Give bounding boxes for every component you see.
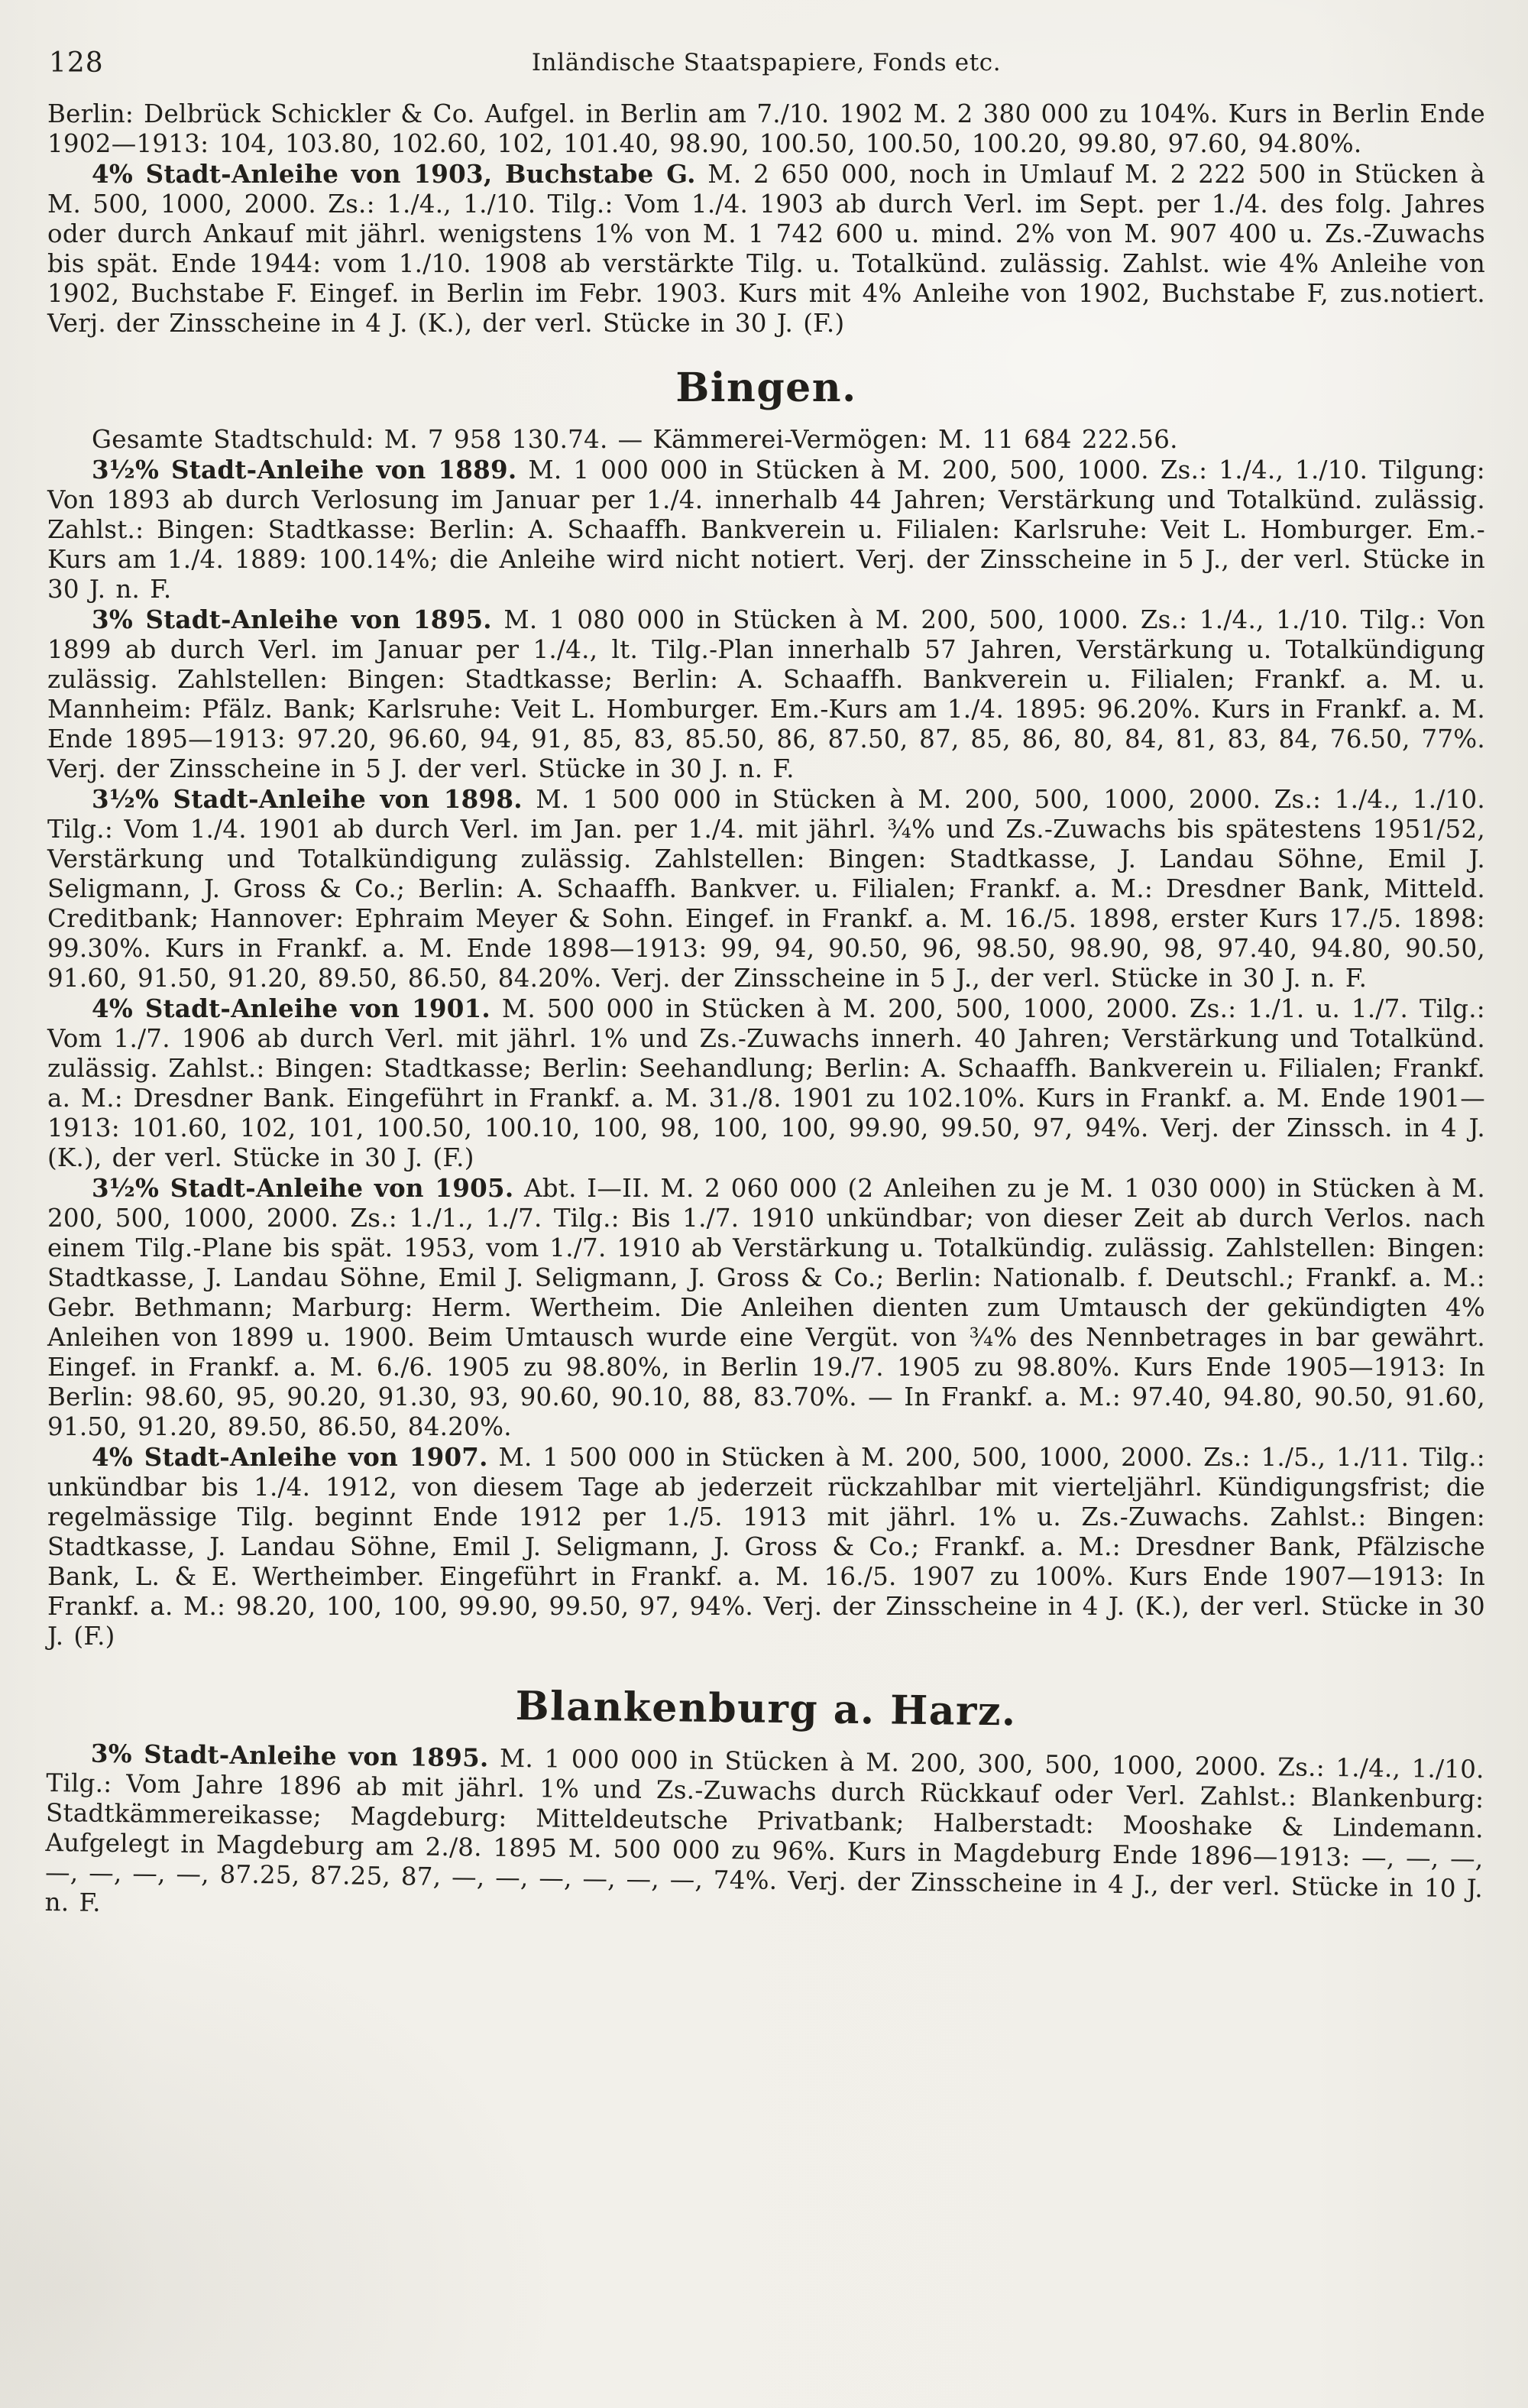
bond-entry-blankenburg-1895: [44, 1738, 1484, 1933]
bond-entry-bingen-1901: [47, 993, 1485, 1173]
entry-lead: 3% Stadt-Anleihe von 1895.: [90, 1738, 489, 1773]
section-heading-blankenburg: Blankenburg a. Harz.: [515, 1682, 1017, 1736]
entry-lead: 3½% Stadt-Anleihe von 1889.: [92, 455, 517, 485]
entry-text: Abt. I—II. M. 2 060 000 (2 Anleihen zu je M. 1 030 000) in Stücken à M. 200, 500, 1000, 2000. Zs.: 1./1., 1./7. Tilg.: Bis 1./7. 1910 unkündbar; von dieser Zeit ab durch Verlos. nach einem Tilg.-Plane bis spät. 1953, vom 1./7. 1910 ab Verstärkung u. Totalkündig. zulässig. Zahlstellen: Bingen: Stadtkasse, J. Landau Söhne, Emil J. Seligmann, J. Gross & Co.; Berlin: Nationalb. f. Deutschl.; Frankf. a. M.: Gebr. Bethmann; Marburg: Herm. Wertheim. Die Anleihen dienten zum Umtausch der gekündigten 4% Anleihen von 1899 u. 1900. Beim Umtausch wurde eine Vergüt. von ¾% des Nennbetrages in bar gewährt. Eingef. in Frankf. a. M. 6./6. 1905 zu 98.80%, in Berlin 19./7. 1905 zu 98.80%. Kurs Ende 1905—1913: In Berlin: 98.60, 95, 90.20, 91.30, 93, 90.60, 90.10, 88, 83.70%. — In Frankf. a. M.: 97.40, 94.80, 90.50, 91.60, 91.50, 91.20, 89.50, 86.50, 84.20%.: [47, 1174, 1485, 1441]
entry-lead: 3½% Stadt-Anleihe von 1898.: [92, 784, 523, 814]
entry-text: M. 1 000 000 in Stücken à M. 200, 300, 500, 1000, 2000. Zs.: 1./4., 1./10. Tilg.: Vom Jahre 1896 ab mit jährl. 1% und Zs.-Zuwachs durch Rückkauf oder Verl. Zahlst.: Blankenburg: Stadtkämmereikasse; Magdeburg: Mitteldeutsche Privatbank; Halberstadt: Mooshake & Lindemann. Aufgelegt in Magdeburg am 2./8. 1895 M. 500 000 zu 96%. Kurs in Magdeburg Ende 1896—1913: —, —, —, —, —, —, —, 87.25, 87.25, 87, —, —, —, —, —, —, 74%. Verj. der Zinsscheine in 4 J., der verl. Stücke in 10 J. n. F.: [44, 1743, 1484, 1917]
running-title: Inländische Staatspapiere, Fonds etc.: [531, 49, 1002, 76]
continuation-paragraph-berlin: [47, 99, 1485, 159]
continuation-text: Berlin: Delbrück Schickler & Co. Aufgel. in Berlin am 7./10. 1902 M. 2 380 000 zu 104%. Kurs in Berlin Ende 1902—1913: 104, 103.80, 102.60, 102, 101.40, 98.90, 100.50, 100.50, 100.20, 99.80, 97.60, 94.80%.: [47, 99, 1485, 158]
bond-entry-bingen-1907: [47, 1442, 1485, 1651]
entry-lead: 4% Stadt-Anleihe von 1907.: [92, 1442, 488, 1472]
page-number: 128: [49, 47, 104, 79]
bond-entry-1903-buchstabe-g: [47, 159, 1485, 339]
blankenburg-section: [44, 1677, 1484, 1933]
entry-text: M. 1 500 000 in Stücken à M. 200, 500, 1000, 2000. Zs.: 1./4., 1./10. Tilg.: Vom 1./4. 1901 ab durch Verl. im Jan. per 1./4. mit jährl. ¾% und Zs.-Zuwachs bis spätestens 1951/52, Verstärkung und Totalkündigung zulässig. Zahlstellen: Bingen: Stadtkasse, J. Landau Söhne, Emil J. Seligmann, J. Gross & Co.; Berlin: A. Schaaffh. Bankver. u. Filialen; Frankf. a. M.: Dresdner Bank, Mitteld. Creditbank; Hannover: Ephraim Meyer & Sohn. Eingef. in Frankf. a. M. 16./5. 1898, erster Kurs 17./5. 1898: 99.30%. Kurs in Frankf. a. M. Ende 1898—1913: 99, 94, 90.50, 96, 98.50, 98.90, 98, 97.40, 94.80, 90.50, 91.60, 91.50, 91.20, 89.50, 86.50, 84.20%. Verj. der Zinsscheine in 5 J., der verl. Stücke in 30 J. n. F.: [47, 785, 1485, 993]
section-heading-bingen: Bingen.: [675, 365, 857, 411]
entry-text: M. 2 650 000, noch in Umlauf M. 2 222 500 in Stücken à M. 500, 1000, 2000. Zs.: 1./4., 1./10. Tilg.: Vom 1./4. 1903 ab durch Verl. im Sept. per 1./4. des folg. Jahres oder durch Ankauf mit jährl. wenigstens 1% von M. 1 742 600 u. mind. 2% von M. 907 400 u. Zs.-Zuwachs bis spät. Ende 1944: vom 1./10. 1908 ab verstärkte Tilg. u. Totalkünd. zulässig. Zahlst. wie 4% Anleihe von 1902, Buchstabe F. Eingef. in Berlin im Febr. 1903. Kurs mit 4% Anleihe von 1902, Buchstabe F, zus.notiert. Verj. der Zinsscheine in 4 J. (K.), der verl. Stücke in 30 J. (F.): [47, 160, 1486, 338]
entry-text: M. 1 080 000 in Stücken à M. 200, 500, 1000. Zs.: 1./4., 1./10. Tilg.: Von 1899 ab durch Verl. im Januar per 1./4., lt. Tilg.-Plan innerhalb 57 Jahren, Verstärkung u. Totalkündigung zulässig. Zahlstellen: Bingen: Stadtkasse; Berlin: A. Schaaffh. Bankverein u. Filialen; Frankf. a. M. u. Mannheim: Pfälz. Bank; Karlsruhe: Veit L. Homburger. Em.-Kurs am 1./4. 1895: 96.20%. Kurs in Frankf. a. M. Ende 1895—1913: 97.20, 96.60, 94, 91, 85, 83, 85.50, 86, 87.50, 87, 85, 86, 80, 84, 81, 83, 84, 76.50, 77%. Verj. der Zinsscheine in 5 J. der verl. Stücke in 30 J. n. F.: [47, 605, 1485, 783]
bingen-summary: [47, 425, 1485, 455]
bond-entry-bingen-1905: [47, 1173, 1485, 1442]
bond-entry-bingen-1895: [47, 604, 1485, 784]
bond-entry-bingen-1889: [47, 455, 1485, 604]
entry-lead: 3% Stadt-Anleihe von 1895.: [92, 604, 492, 634]
bond-entry-bingen-1898: [47, 784, 1485, 993]
page-body: [44, 99, 1486, 1917]
entry-text: M. 1 500 000 in Stücken à M. 200, 500, 1000, 2000. Zs.: 1./5., 1./11. Tilg.: unkündbar bis 1./4. 1912, von diesem Tage ab jederzeit rückzahlbar mit vierteljährl. Kündigungsfrist; die regelmässige Tilg. beginnt Ende 1912 per 1./5. 1913 mit jährl. 1% u. Zs.-Zuwachs. Zahlst.: Bingen: Stadtkasse, J. Landau Söhne, Emil J. Seligmann, J. Gross & Co.; Frankf. a. M.: Dresdner Bank, Pfälzische Bank, L. & E. Wertheimber. Eingeführt in Frankf. a. M. 16./5. 1907 zu 100%. Kurs Ende 1907—1913: In Frankf. a. M.: 98.20, 100, 100, 99.90, 99.50, 97, 94%. Verj. der Zinsscheine in 4 J. (K.), der verl. Stücke in 30 J. (F.): [47, 1443, 1485, 1651]
entry-lead: 3½% Stadt-Anleihe von 1905.: [92, 1173, 514, 1203]
entry-text: M. 500 000 in Stücken à M. 200, 500, 1000, 2000. Zs.: 1./1. u. 1./7. Tilg.: Vom 1./7. 1906 ab durch Verl. mit jährl. 1% und Zs.-Zuwachs innerh. 40 Jahren; Verstärkung und Totalkünd. zulässig. Zahlst.: Bingen: Stadtkasse; Berlin: Seehandlung; Berlin: A. Schaaffh. Bankverein u. Filialen; Frankf. a. M.: Dresdner Bank. Eingeführt in Frankf. a. M. 31./8. 1901 zu 102.10%. Kurs in Frankf. a. M. Ende 1901—1913: 101.60, 102, 101, 100.50, 100.10, 100, 98, 100, 100, 99.90, 99.50, 97, 94%. Verj. der Zinssch. in 4 J. (K.), der verl. Stücke in 30 J. (F.): [47, 994, 1486, 1172]
running-header: [47, 44, 1485, 81]
entry-lead: 4% Stadt-Anleihe von 1901.: [92, 993, 490, 1023]
entry-lead: 4% Stadt-Anleihe von 1903, Buchstabe G.: [92, 159, 696, 189]
bingen-summary-text: Gesamte Stadtschuld: M. 7 958 130.74. — Kämmerei-Vermögen: M. 11 684 222.56.: [92, 425, 1178, 454]
entry-text: M. 1 000 000 in Stücken à M. 200, 500, 1000. Zs.: 1./4., 1./10. Tilgung: Von 1893 ab durch Verlosung im Januar per 1./4. innerhalb 44 Jahren; Verstärkung und Totalkünd. zulässig. Zahlst.: Bingen: Stadtkasse: Berlin: A. Schaaffh. Bankverein u. Filialen: Karlsruhe: Veit L. Homburger. Em.-Kurs am 1./4. 1889: 100.14%; die Anleihe wird nicht notiert. Verj. der Zinsscheine in 5 J., der verl. Stücke in 30 J. n. F.: [47, 455, 1485, 604]
